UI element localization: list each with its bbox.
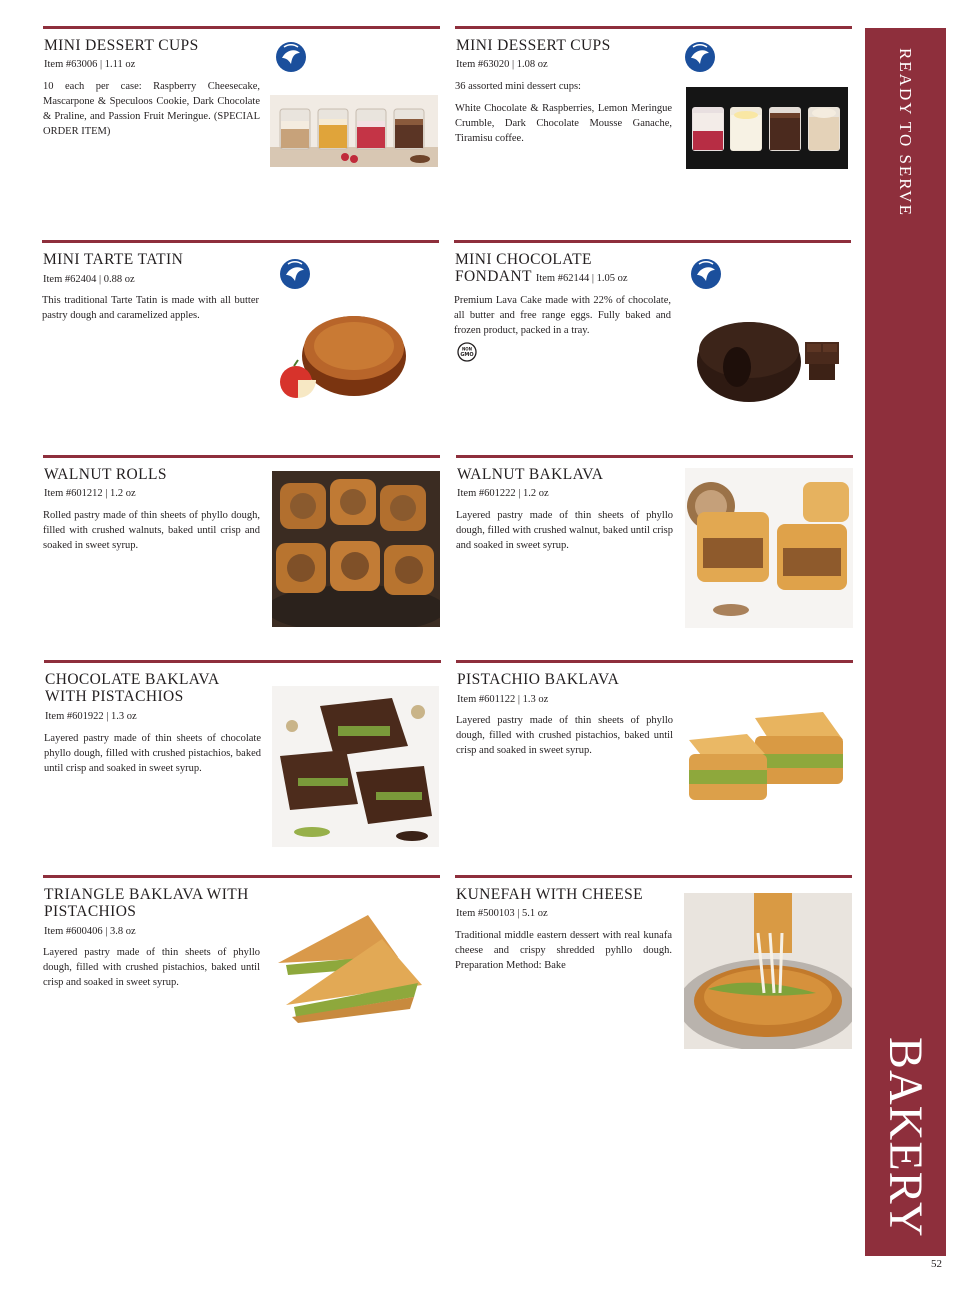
white-toque-logo-icon [275,40,307,74]
product-title: CHOCOLATE BAKLAVA WITH PISTACHIOS [45,671,220,705]
product-description-intro: 36 assorted mini dessert cups: [455,81,581,92]
product-card [44,660,441,870]
product-card [43,875,440,1075]
section-divider [456,660,853,663]
item-number: Item #63006 | 1.11 oz [44,59,136,70]
section-divider [43,875,440,878]
product-title: WALNUT ROLLS [44,466,167,483]
lava-cake-photo [697,312,851,406]
product-title: MINI CHOCOLATE FONDANT Item #62144 | 1.05 oz [455,251,628,285]
chocolate-baklava-photo [272,686,439,847]
product-description: White Chocolate & Raspberries, Lemon Meringue Crumble, Dark Chocolate Mousse Ganache, Tiramisu coffee. [455,103,672,144]
section-label: READY TO SERVE [896,48,915,217]
product-description: 10 each per case: Raspberry Cheesecake, Mascarpone & Speculoos Cookie, Dark Chocolate & Praline, and Passion Fruit Meringue. (SPECIAL ORDER ITEM) [43,81,260,137]
product-title: MINI DESSERT CUPS [44,37,199,54]
category-sidebar [865,28,946,1256]
section-divider [454,240,851,243]
product-description: Layered pastry made of thin sheets of phyllo dough, filled with crushed pistachios, baked until crisp and soaked in sweet syrup. [43,947,260,988]
product-description: Layered pastry made of thin sheets of phyllo dough, filled with crushed pistachios, baked until crisp and soaked in sweet syrup. [456,715,673,756]
product-description: This traditional Tarte Tatin is made with all butter pastry dough and caramelized apples. [42,295,259,321]
assorted-dessert-cups-photo [686,87,848,169]
non-gmo-badge-icon [457,342,477,362]
kunefah-photo [684,893,852,1049]
white-toque-logo-icon [684,40,716,74]
product-title: TRIANGLE BAKLAVA WITH PISTACHIOS [44,886,249,920]
product-title: KUNEFAH WITH CHEESE [456,886,643,903]
item-number: Item #63020 | 1.08 oz [456,59,548,70]
pistachio-baklava-photo [685,710,855,804]
section-divider [42,240,439,243]
item-number: Item #600406 | 3.8 oz [44,926,136,937]
item-number: Item #500103 | 5.1 oz [456,908,548,919]
category-label: BAKERY [879,1037,932,1238]
product-card [42,240,439,440]
product-card [454,240,851,440]
section-divider [456,455,853,458]
page-number: 52 [931,1258,942,1270]
tarte-tatin-photo [276,306,418,406]
product-title: PISTACHIO BAKLAVA [457,671,620,688]
product-card [43,26,440,226]
product-card [456,455,853,655]
item-number: Item #601122 | 1.3 oz [457,694,549,705]
product-description: Layered pastry made of thin sheets of phyllo dough, filled with crushed walnut, baked until crisp and soaked in sweet syrup. [456,510,673,551]
mini-dessert-cups-photo [270,95,438,167]
white-toque-logo-icon [690,257,722,291]
product-description: Premium Lava Cake made with 22% of chocolate, all butter and free range eggs. Fully baked and frozen product, packed in a tray. [454,295,671,336]
product-title: WALNUT BAKLAVA [457,466,604,483]
product-card [455,26,852,226]
product-title: MINI TARTE TATIN [43,251,184,268]
svg-text:NON: NON [461,346,473,352]
product-description: Traditional middle eastern dessert with real kunafa cheese and crispy shredded pyhllo dough. Preparation Method: Bake [455,930,672,971]
product-card [455,875,852,1075]
item-number: Item #62404 | 0.88 oz [43,274,135,285]
product-title: MINI DESSERT CUPS [456,37,611,54]
product-card [43,455,440,655]
section-divider [44,660,441,663]
item-number: Item #601212 | 1.2 oz [44,488,136,499]
section-divider [455,26,852,29]
item-number: Item #601922 | 1.3 oz [45,711,137,722]
item-number: Item #62144 | 1.05 oz [535,273,628,284]
item-number: Item #601222 | 1.2 oz [457,488,549,499]
section-divider [43,455,440,458]
triangle-baklava-photo [272,905,440,1027]
white-toque-logo-icon [279,257,311,291]
svg-text:GMO: GMO [460,352,474,358]
product-description: Rolled pastry made of thin sheets of phyllo dough, filled with crushed walnuts, baked until crisp and soaked in sweet syrup. [43,510,260,551]
product-description: Layered pastry made of thin sheets of chocolate phyllo dough, filled with crushed pistachios, baked until crisp and soaked in sweet syrup. [44,733,261,774]
walnut-rolls-photo [272,471,440,627]
section-divider [455,875,852,878]
walnut-baklava-photo [685,468,853,628]
section-divider [43,26,440,29]
product-card [456,660,853,870]
